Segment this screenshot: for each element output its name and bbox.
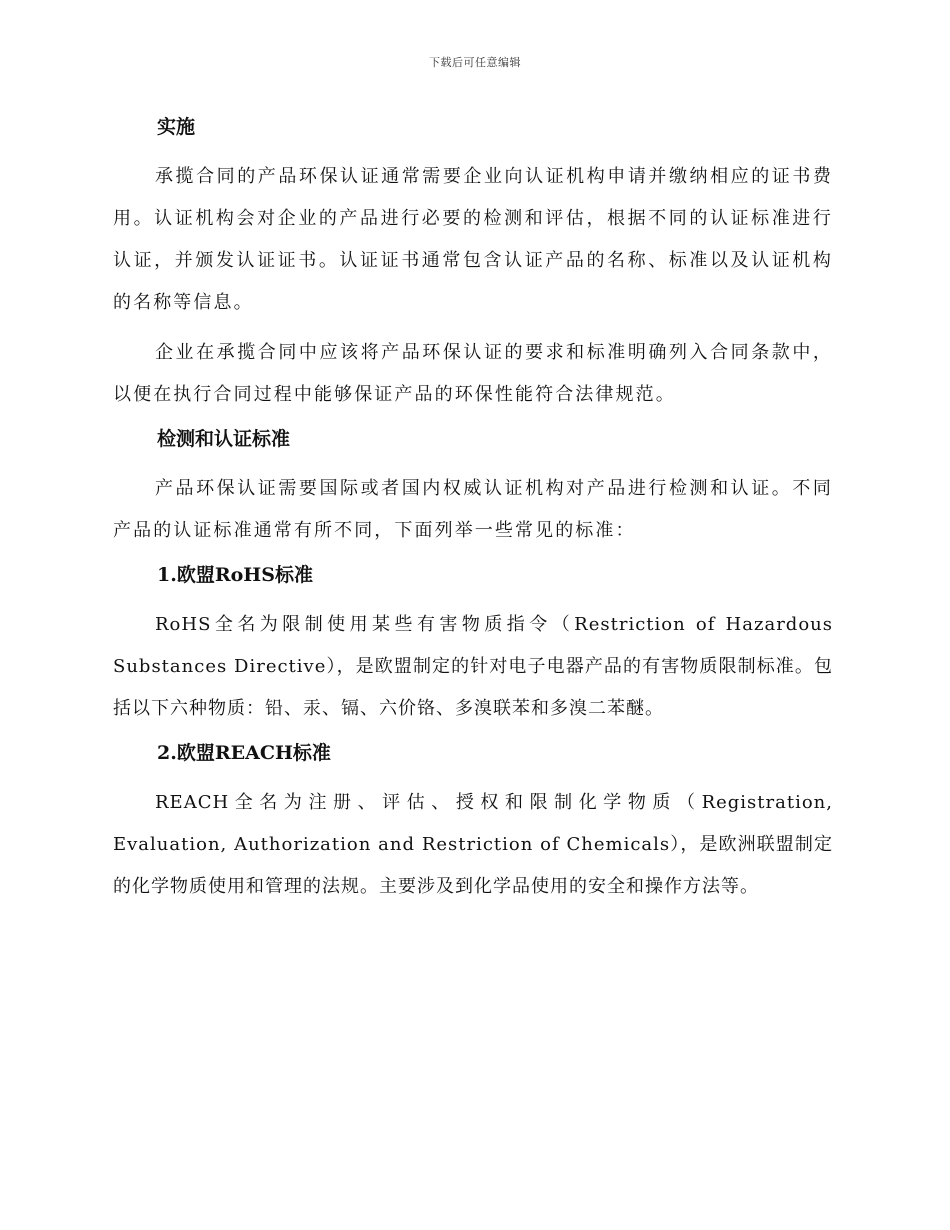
section-heading-implementation: 实施	[157, 116, 196, 138]
paragraph: 企业在承揽合同中应该将产品环保认证的要求和标准明确列入合同条款中，以便在执行合同过程中能够保证产品的环保性能符合法律规范。	[113, 342, 833, 405]
document-body	[113, 112, 833, 916]
paragraph: 承揽合同的产品环保认证通常需要企业向认证机构申请并缴纳相应的证书费用。认证机构会对企业的产品进行必要的检测和评估，根据不同的认证标准进行认证，并颁发认证证书。认证证书通常包含认证产品的名称、标准以及认证机构的名称等信息。	[113, 166, 833, 313]
paragraph: REACH全名为注册、评估、授权和限制化学物质（Registration, Evaluation, Authorization and Restriction of Chemicals），是欧洲联盟制定的化学物质使用和管理的法规。主要涉及到化学品使用的安全和操作方法等。	[113, 792, 833, 897]
paragraph: 产品环保认证需要国际或者国内权威认证机构对产品进行检测和认证。不同产品的认证标准通常有所不同，下面列举一些常见的标准：	[113, 478, 833, 541]
page-header: 下载后可任意编辑	[429, 56, 521, 69]
section-heading-testing-standards: 检测和认证标准	[157, 428, 291, 450]
section-heading-reach: 2.欧盟REACH标准	[157, 742, 331, 764]
paragraph: RoHS全名为限制使用某些有害物质指令（Restriction of Hazardous Substances Directive），是欧盟制定的针对电子电器产品的有害物质限制标准。包括以下六种物质：铅、汞、镉、六价铬、多溴联苯和多溴二苯醚。	[113, 614, 833, 719]
section-heading-rohs: 1.欧盟RoHS标准	[157, 564, 313, 586]
